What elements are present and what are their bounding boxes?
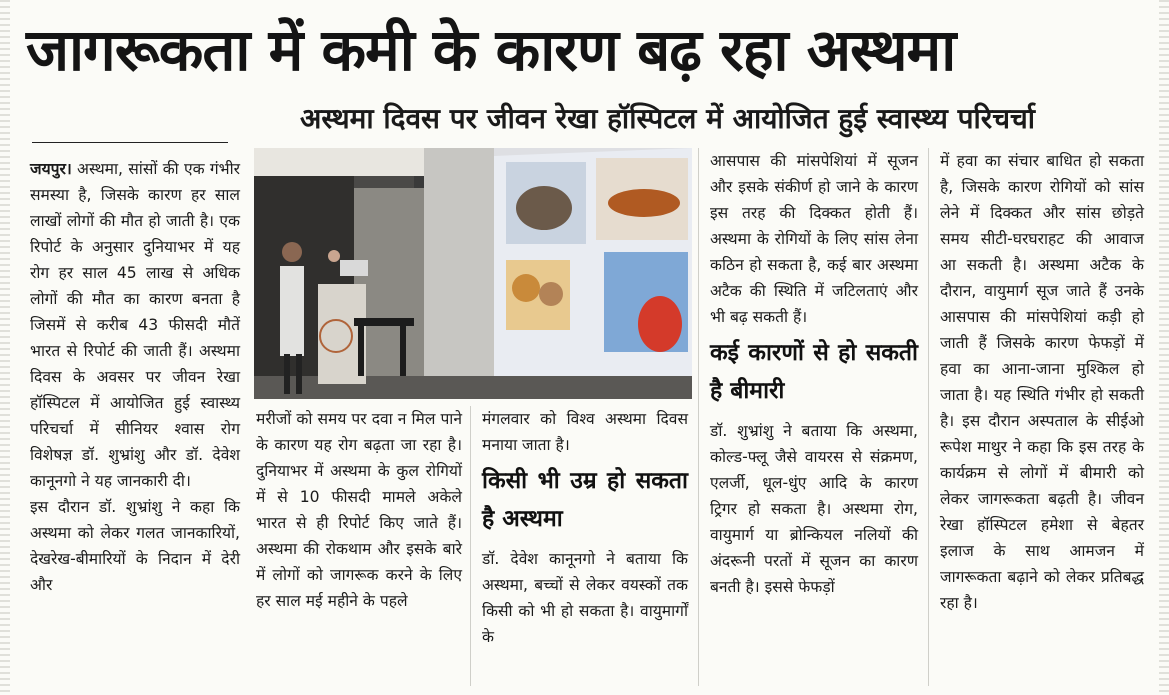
article-column-1: [30, 156, 240, 598]
column-1-paragraph-2: इस दौरान डॉ. शुभ्रांशु ने कहा कि अस्थमा को लेकर गलत जानकारियों, देखरेख-बीमारियों के निदान में देरी और: [30, 498, 240, 594]
column-divider: [928, 148, 929, 686]
column-3-paragraph-1: मंगलवार को विश्व अस्थमा दिवस मनाया जाता है।: [482, 410, 688, 454]
section-subheading: किसी भी उम्र हो सकता है अस्थमा: [482, 468, 688, 532]
page-edge-left: [0, 0, 10, 695]
article-column-4: [710, 148, 918, 600]
column-4-paragraph-1: आसपास की मांसपेशियां में सूजन और इसके संकीर्ण हो जाने के कारण इस तरह की दिक्कत होती हैं। अस्थमा के रोगियों के लिए सांस लेना कठिन हो सकता है, कई बार अस्थमा अटैक की स्थिति में जटिलताएं और भी बढ़ सकती हैं।: [710, 152, 918, 326]
column-5-paragraph-1: में हवा का संचार बाधित हो सकता है, जिसके कारण रोगियों को सांस लेने में दिक्कत और सांस छोड़ते समय सीटी-घरघराहट की आवाज आ सकती है। अस्थमा अटैक के दौरान, वायुमार्ग सूज जाते हैं उनके आसपास की मांसपेशियां कड़ी हो जाती हैं जिसके कारण फेफड़ों में हवा का आना-जाना मुश्किल हो जाता है। यह स्थिति गंभीर हो सकती है। इस दौरान अस्पताल के सीईओ रूपेश माथुर ने कहा कि इस तरह के कार्यक्रम से लोगों में बीमारी को लेकर जागरूकता बढ़ती है। जीवन रेखा हॉस्पिटल हमेशा से बेहतर इलाज के साथ आमजन में जागरूकता बढ़ाने को लेकर प्रतिबद्ध रहा है।: [940, 152, 1144, 612]
column-1-paragraph-1: [30, 156, 240, 494]
article-column-2: [256, 406, 462, 614]
section-subheading: कई कारणों से हो सकती है बीमारी: [710, 340, 918, 404]
column-divider: [470, 406, 471, 686]
column-rule: [32, 142, 228, 143]
column-1-text: अस्थमा, सांसों की एक गंभीर समस्या है, जिसके कारण हर साल लाखों लोगों की मौत हो जाती है। एक रिपोर्ट के अनुसार दुनियाभर में यह रोग हर साल 45 लाख से अधिक लोगों की मौत का कारण बनता है जिसमें से करीब 43 फीसदी मौतें भारत से रिपोर्ट की जाती हैं। अस्थमा दिवस के अवसर पर जीवन रेखा हॉस्पिटल में आयोजित हुई स्वास्थ्य परिचर्चा में सीनियर श्वास रोग विशेषज्ञ डॉ. शुभ्रांशु और डॉ. देवेश कानूनगो ने यह जानकारी दी।: [30, 160, 240, 490]
column-divider: [698, 148, 699, 686]
dateline: जयपुर।: [30, 160, 72, 178]
headline: जागरूकता में कमी के कारण बढ़ रहा अस्थमा: [26, 16, 956, 84]
column-3-paragraph-2: डॉ. देवेश कानूनगो ने बताया कि अस्थमा, बच्चों से लेकर वयस्कों तक किसी को भी हो सकता है। वायुमार्गों के: [482, 550, 688, 646]
article-column-5: [940, 148, 1144, 616]
page-edge-right: [1159, 0, 1169, 695]
subheadline: अस्थमा दिवस पर जीवन रेखा हॉस्पिटल में आयोजित हुई स्वास्थ्य परिचर्चा: [300, 102, 1036, 135]
article-column-3: [482, 406, 688, 650]
column-4-paragraph-2: डॉ. शुभ्रांशु ने बताया कि अस्थमा, कोल्ड-फ्लू जैसे वायरस से संक्रमण, एलर्जी, धूल-धुंए आदि के कारण ट्रिगर हो सकता है। अस्थमा रोग, वायुमार्ग या ब्रोन्कियल नलियों की अंदरूनी परतों में सूजन का कारण बनती है। इससे फेफड़ों: [710, 422, 918, 596]
column-2-paragraph-1: मरीजों को समय पर दवा न मिल पाने के कारण यह रोग बढ़ता जा रहा है। दुनियाभर में अस्थमा के कुल रोगियों में से 10 फीसदी मामले अकेले भारत से ही रिपोर्ट किए जाते हैं। अस्थमा की रोकथाम और इसके बारे में लोगों को जागरूक करने के लिए हर साल मई महीने के पहले: [256, 410, 462, 610]
event-photo: [254, 148, 692, 399]
